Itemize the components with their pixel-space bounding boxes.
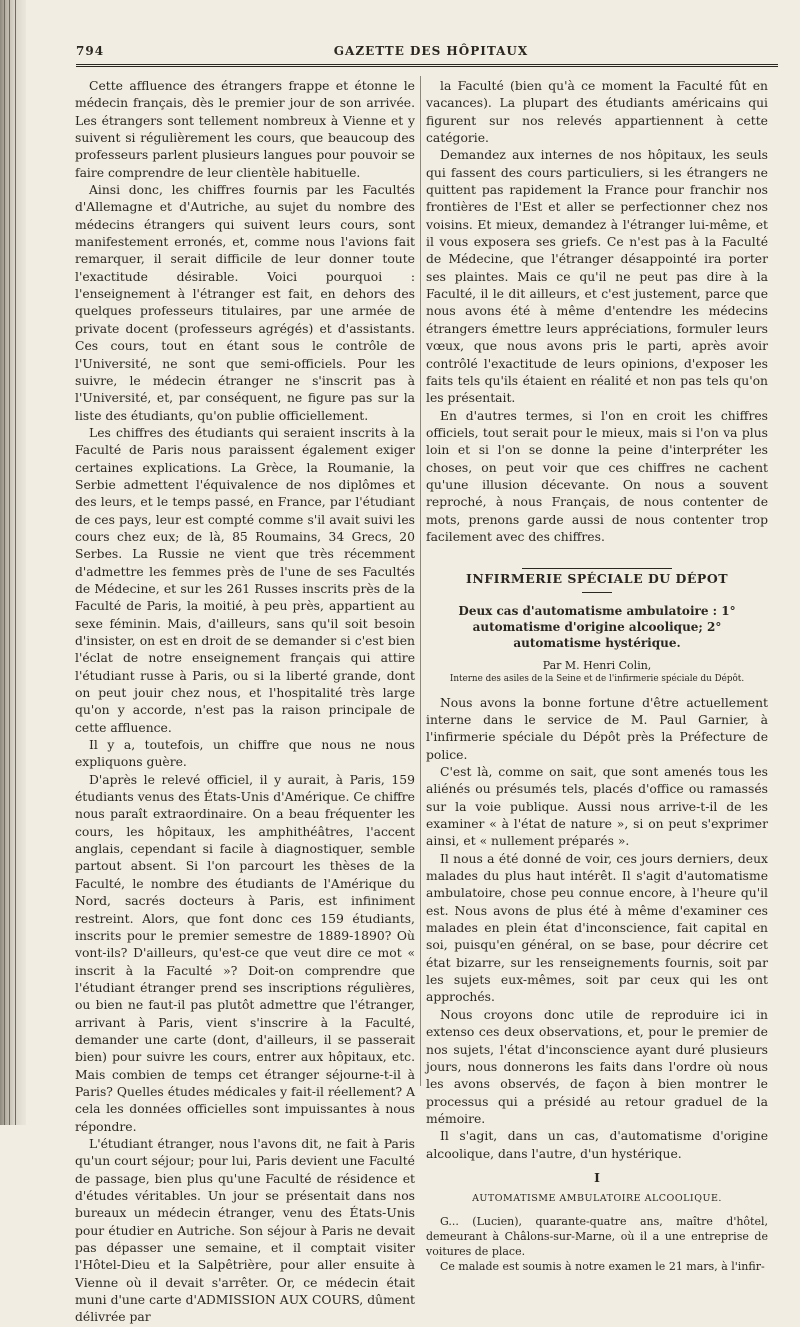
author-affiliation: Interne des asiles de la Seine et de l'infirmerie spéciale du Dépôt.: [449, 673, 745, 684]
section-title: INFIRMERIE SPÉCIALE DU DÉPOT: [465, 571, 729, 587]
page-number: 794: [76, 44, 105, 58]
page-binding: [0, 0, 26, 1125]
paragraph: Cette affluence des étrangers frappe et étonne le médecin français, dès le premier jour de son arrivée. Les étrangers sont tellement nombreux à Vienne et y suivent si régulièrement les cours, que beaucoup des professeurs parlent plusieurs langues pour pouvoir se faire comprendre de leur clientèle habituelle.: [75, 79, 415, 180]
paragraph: C'est là, comme on sait, que sont amenés tous les aliénés ou présumés tels, placés d'office ou ramassés sur la voie publique. Aussi nous arrive-t-il de les examiner « à l'état de nature », si on peut s'exprimer ainsi, et « nullement préparés ».: [426, 765, 768, 849]
paragraph: Il y a, toutefois, un chiffre que nous ne nous expliquons guère.: [75, 738, 415, 770]
case-paragraph: G... (Lucien), quarante-quatre ans, maître d'hôtel, demeurant à Châlons-sur-Marne, où il a une entreprise de voitures de place.: [426, 1214, 768, 1258]
column-divider: [420, 76, 421, 1086]
paragraph: Demandez aux internes de nos hôpitaux, les seuls qui fassent des cours particuliers, si les étrangers ne quittent pas rapidement la France pour franchir nos frontières de l'Est et aller se perfectionner chez nos voisins. Et mieux, demandez à l'étranger lui-même, et il vous exposera ses griefs. Ce n'est pas à la Faculté de Médecine, que l'étranger désappointé ira porter ses plaintes. Mais ce qu'il ne peut pas dire à la Faculté, il le dit ailleurs, et c'est justement, parce que nous avons été à même d'entendre les médecins étrangers émettre leurs appréciations, formuler leurs vœux, que nous avons pris le parti, après avoir contrôlé l'exactitude de leurs opinions, d'exposer les faits tels qu'ils étaient en réalité et non pas tels qu'on les présentait.: [426, 148, 768, 406]
right-column: [426, 78, 768, 1274]
section-ornament: [426, 554, 768, 564]
running-header: [76, 44, 786, 64]
paragraph: Il s'agit, dans un cas, d'automatisme d'origine alcoolique, dans l'autre, d'un hystérique.: [426, 1129, 768, 1161]
case-paragraph: Ce malade est soumis à notre examen le 21 mars, à l'infir-: [440, 1259, 765, 1273]
paragraph: L'étudiant étranger, nous l'avons dit, ne fait à Paris qu'un court séjour; pour lui, Paris devient une Faculté de passage, bien plus qu'une Faculté de résidence et d'études véritables. Un jour se présentait dans nos bureaux un médecin étranger, venu des États-Unis pour étudier en Autriche. Son séjour à Paris ne devait pas dépasser une semaine, et il comptait visiter l'Hôtel-Dieu et la Salpêtrière, pour aller ensuite à Vienne où il devait s'arrêter. Or, ce médecin était muni d'une carte d'ADMISSION AUX COURS, dûment délivrée par: [75, 1136, 415, 1325]
journal-title: GAZETTE DES HÔPITAUX: [333, 44, 529, 58]
paragraph: En d'autres termes, si l'on en croit les chiffres officiels, tout serait pour le mieux, mais si l'on va plus loin et si l'on se donne la peine d'interpréter les choses, on peut voir que ces chiffres ne cachent qu'une illusion décevante. On nous a souvent reproché, à nous Français, de nous contenter de mots, prenons garde aussi de nous contenter trop facilement avec des chiffres.: [426, 408, 768, 544]
left-column: [75, 78, 415, 1327]
paragraph: Ainsi donc, les chiffres fournis par les Facultés d'Allemagne et d'Autriche, au sujet du nombre des médecins étrangers qui suivent leurs cours, sont manifestement erronés, et, comme nous l'avions fait remarquer, il serait difficile de leur donner toute l'exactitude désirable. Voici pourquoi : l'enseignement à l'étranger est fait, en dehors des quelques professeurs titulaires, par une armée de private docent (professeurs agrégés) et d'assistants. Ces cours, tout en étant sous le contrôle de l'Université, ne sont que semi-officiels. Pour les suivre, le médecin étranger ne s'inscrit pas à l'Université, et, par conséquent, ne figure pas sur la liste des étudiants, qu'on publie officiellement.: [75, 183, 415, 423]
paragraph: la Faculté (bien qu'à ce moment la Faculté fût en vacances). La plupart des étudiants américains qui figurent sur nos relevés appartiennent à cette catégorie.: [426, 79, 768, 146]
paragraph: Les chiffres des étudiants qui seraient inscrits à la Faculté de Paris nous paraissent également exiger certaines explications. La Grèce, la Roumanie, la Serbie admettent l'équivalence de nos diplômes et des leurs, et le temps passé, en France, par l'étudiant de ces pays, leur est compté comme s'il avait suivi les cours chez eux; de là, 85 Roumains, 34 Grecs, 20 Serbes. La Russie ne vient que très récemment d'admettre les femmes près de l'une de ses Facultés de Médecine, et sur les 261 Russes inscrits près de la Faculté de Paris, la moitié, à peu près, appartient au sexe féminin. Mais, d'ailleurs, sans qu'il soit besoin d'insister, on est en droit de se demander si c'est bien l'éclat de notre enseignement français qui attire l'étudiant russe à Paris, ou si la liberté grande, dont on peut jouir chez nous, et l'hospitalité très large qu'on y accorde, n'est pas la raison principale de cette affluence.: [75, 425, 415, 735]
article-title: Deux cas d'automatisme ambulatoire : 1° automatisme d'origine alcoolique; 2° automatisme hystérique.: [458, 603, 736, 650]
section-rule: [582, 592, 612, 593]
paragraph: Nous croyons donc utile de reproduire ici in extenso ces deux observations, et, pour le premier de nos sujets, l'état d'inconscience ayant duré plusieurs jours, nous donnerons les faits dans l'ordre où nous les avons observés, de façon à bien montrer le processus qui a présidé au retour graduel de la mémoire.: [426, 1007, 768, 1126]
case-title: AUTOMATISME AMBULATOIRE ALCOOLIQUE.: [472, 1193, 722, 1205]
paragraph: Il nous a été donné de voir, ces jours derniers, deux malades du plus haut intérêt. Il s'agit d'automatisme ambulatoire, chose peu connue encore, à l'heure qu'il est. Nous avons de plus été à même d'examiner ces malades en plein état d'inconscience, fait capital en soi, puisqu'en général, on se base, pour décrire cet état bizarre, sur les renseignements fournis, soit par les sujets eux-mêmes, soit par ceux qui les ont approchés.: [426, 851, 768, 1005]
header-rule: [76, 64, 778, 67]
paragraph: Nous avons la bonne fortune d'être actuellement interne dans le service de M. Paul Garnier, à l'infirmerie spéciale du Dépôt près la Préfecture de police.: [426, 695, 768, 762]
paragraph: D'après le relevé officiel, il y aurait, à Paris, 159 étudiants venus des États-Unis d'Amérique. Ce chiffre nous paraît extraordinaire. On a beau fréquenter les cours, les hôpitaux, les amphithéâtres, l'accent anglais, cependant si facile à diagnostiquer, semble partout absent. Si l'on parcourt les thèses de la Faculté, le nombre des étudiants de l'Amérique du Nord, sacrés docteurs à Paris, est infiniment restreint. Alors, que font donc ces 159 étudiants, inscrits pour le premier semestre de 1889-1890? Où vont-ils? D'ailleurs, qu'est-ce que veut dire ce mot « inscrit à la Faculté »? Doit-on comprendre que l'étudiant étranger prend ses inscriptions régulières, ou bien ne faut-il pas plutôt admettre que l'étranger, arrivant à Paris, vient s'inscrire à la Faculté, demander une carte (dont, d'ailleurs, il se passerait bien) pour suivre les cours, entrer aux hôpitaux, etc. Mais combien de temps cet étranger séjourne-t-il à Paris? Quelles études médicales y fait-il réellement? A cela les données officielles sont impuissantes à nous répondre.: [75, 772, 415, 1134]
case-number: I: [594, 1169, 600, 1185]
article-byline: Par M. Henri Colin,: [542, 658, 652, 672]
